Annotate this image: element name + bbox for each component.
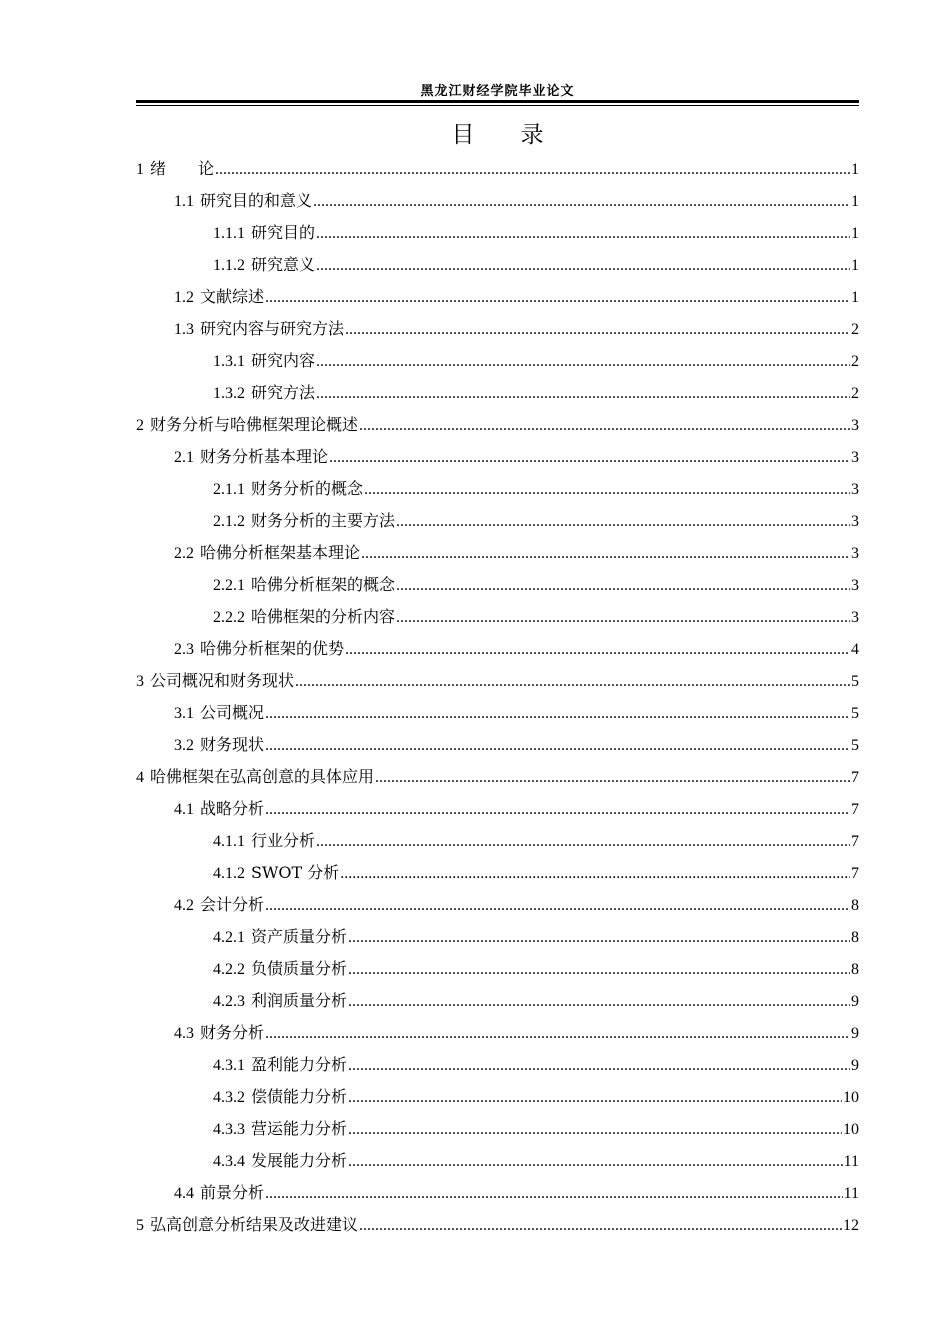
toc-entry-number: 4.1.2 <box>213 865 245 882</box>
toc-entry-label: 偿债能力分析 <box>251 1087 348 1106</box>
toc-entry[interactable] <box>136 985 859 1017</box>
toc-dot-leader <box>396 602 850 634</box>
toc-dot-leader <box>265 282 850 314</box>
toc-entry-page: 5 <box>851 673 859 690</box>
toc-dot-leader <box>375 762 850 794</box>
toc-entry[interactable] <box>136 953 859 985</box>
toc-entry-page: 9 <box>851 993 859 1010</box>
toc-entry[interactable] <box>136 217 859 249</box>
toc-entry-number: 5 <box>136 1217 144 1234</box>
toc-entry-page: 1 <box>851 225 859 242</box>
toc-entry-page: 3 <box>851 481 859 498</box>
toc-entry-number: 1.3.2 <box>213 385 245 402</box>
toc-entry-page: 12 <box>843 1217 859 1234</box>
toc-entry-page: 10 <box>843 1089 859 1106</box>
toc-dot-leader <box>348 1082 842 1114</box>
toc-entry-label: 弘高创意分析结果及改进建议 <box>150 1215 359 1234</box>
toc-dot-leader <box>316 378 850 410</box>
toc-entry[interactable] <box>136 281 859 313</box>
toc-entry-page: 7 <box>851 865 859 882</box>
toc-dot-leader <box>359 410 850 442</box>
toc-entry-number: 2.2.1 <box>213 577 245 594</box>
toc-entry-label: 研究意义 <box>251 255 316 274</box>
toc-entry[interactable] <box>136 1049 859 1081</box>
toc-entry-page: 3 <box>851 609 859 626</box>
toc-entry[interactable] <box>136 697 859 729</box>
toc-entry-page: 11 <box>843 1185 859 1202</box>
toc-entry[interactable] <box>136 601 859 633</box>
toc-entry-page: 10 <box>843 1121 859 1138</box>
toc-dot-leader <box>329 442 850 474</box>
toc-entry[interactable] <box>136 377 859 409</box>
toc-entry[interactable] <box>136 345 859 377</box>
toc-entry-number: 2.2.2 <box>213 609 245 626</box>
toc-entry[interactable] <box>136 185 859 217</box>
toc-entry-page: 2 <box>851 385 859 402</box>
toc-entry[interactable] <box>136 825 859 857</box>
toc-entry-label: 研究方法 <box>251 383 316 402</box>
toc-entry-number: 3.1 <box>174 705 194 722</box>
toc-entry-label: 文献综述 <box>200 287 265 306</box>
toc-entry-label: 哈佛分析框架基本理论 <box>200 543 361 562</box>
toc-entry-label: 财务分析 <box>200 1023 265 1042</box>
toc-dot-leader <box>265 1178 843 1210</box>
toc-entry[interactable] <box>136 1017 859 1049</box>
toc-entry[interactable] <box>136 1113 859 1145</box>
toc-entry-label: 研究内容与研究方法 <box>200 319 345 338</box>
toc-entry-label: 盈利能力分析 <box>251 1055 348 1074</box>
toc-entry-page: 5 <box>851 705 859 722</box>
toc-entry-label: 资产质量分析 <box>251 927 348 946</box>
toc-entry-number: 4.3.3 <box>213 1121 245 1138</box>
toc-entry[interactable] <box>136 921 859 953</box>
toc-dot-leader <box>348 986 850 1018</box>
toc-entry-page: 9 <box>851 1025 859 1042</box>
toc-entry-page: 7 <box>851 801 859 818</box>
toc-entry-page: 1 <box>851 161 859 178</box>
toc-title-char-2: 录 <box>520 122 544 148</box>
toc-entry[interactable] <box>136 761 859 793</box>
toc-dot-leader <box>345 634 850 666</box>
toc-entry-number: 3 <box>136 673 144 690</box>
toc-dot-leader <box>316 250 850 282</box>
toc-entry-page: 8 <box>851 897 859 914</box>
toc-dot-leader <box>265 730 850 762</box>
toc-dot-leader <box>359 1210 842 1242</box>
toc-entry-label: 财务分析的概念 <box>251 479 364 498</box>
toc-dot-leader <box>215 154 850 186</box>
toc-entry-number: 4.2 <box>174 897 194 914</box>
toc-dot-leader <box>364 474 850 506</box>
toc-entry-label: 财务分析基本理论 <box>200 447 329 466</box>
toc-entry-number: 4 <box>136 769 144 786</box>
toc-entry-number: 1.1 <box>174 193 194 210</box>
toc-entry-number: 1.3 <box>174 321 194 338</box>
toc-entry-label: 公司概况 <box>200 703 265 722</box>
toc-dot-leader <box>348 1114 842 1146</box>
header-rule-thick <box>136 100 859 103</box>
toc-entry-number: 4.4 <box>174 1185 194 1202</box>
toc-dot-leader <box>348 954 850 986</box>
toc-dot-leader <box>348 1146 843 1178</box>
toc-entry-page: 9 <box>851 1057 859 1074</box>
toc-entry-page: 1 <box>851 289 859 306</box>
toc-entry-label: 战略分析 <box>200 799 265 818</box>
toc-entry-number: 4.3 <box>174 1025 194 1042</box>
toc-entry-number: 1.1.2 <box>213 257 245 274</box>
toc-entry[interactable] <box>136 409 859 441</box>
toc-entry-number: 4.3.4 <box>213 1153 245 1170</box>
toc-entry-number: 2.1 <box>174 449 194 466</box>
toc-dot-leader <box>265 1018 850 1050</box>
toc-entry[interactable] <box>136 473 859 505</box>
toc-dot-leader <box>313 186 850 218</box>
toc-title-char-1: 目 <box>451 122 475 148</box>
toc-entry-page: 1 <box>851 193 859 210</box>
running-header: 黑龙江财经学院毕业论文 <box>420 84 575 99</box>
toc-dot-leader <box>345 314 850 346</box>
toc-dot-leader <box>316 218 850 250</box>
toc-entry[interactable] <box>136 537 859 569</box>
toc-entry-page: 3 <box>851 417 859 434</box>
toc-entry[interactable] <box>136 569 859 601</box>
toc-entry-number: 4.2.2 <box>213 961 245 978</box>
table-of-contents <box>136 153 859 1241</box>
toc-entry-number: 2.1.2 <box>213 513 245 530</box>
toc-entry-label: 发展能力分析 <box>251 1151 348 1170</box>
toc-entry[interactable] <box>136 857 859 889</box>
toc-entry-page: 1 <box>851 257 859 274</box>
toc-entry[interactable] <box>136 793 859 825</box>
toc-dot-leader <box>348 1050 850 1082</box>
toc-entry[interactable] <box>136 313 859 345</box>
toc-entry-label: 公司概况和财务现状 <box>150 671 295 690</box>
toc-entry[interactable] <box>136 1145 859 1177</box>
toc-entry-label: 研究目的 <box>251 223 316 242</box>
toc-entry-label: SWOT 分析 <box>251 863 340 882</box>
toc-entry-page: 7 <box>851 833 859 850</box>
toc-entry[interactable] <box>136 889 859 921</box>
toc-title <box>0 116 950 149</box>
toc-entry[interactable] <box>136 1209 859 1241</box>
toc-entry-number: 1.2 <box>174 289 194 306</box>
toc-entry[interactable] <box>136 1177 859 1209</box>
toc-dot-leader <box>396 506 850 538</box>
toc-entry-number: 4.1.1 <box>213 833 245 850</box>
toc-entry-number: 4.3.2 <box>213 1089 245 1106</box>
toc-entry-number: 1.1.1 <box>213 225 245 242</box>
toc-entry-number: 2.2 <box>174 545 194 562</box>
toc-dot-leader <box>265 794 850 826</box>
toc-entry-page: 4 <box>851 641 859 658</box>
toc-entry-page: 11 <box>843 1153 859 1170</box>
toc-entry-page: 2 <box>851 353 859 370</box>
toc-entry-page: 2 <box>851 321 859 338</box>
toc-entry-label: 研究目的和意义 <box>200 191 313 210</box>
toc-entry-number: 4.2.3 <box>213 993 245 1010</box>
toc-entry-label: 绪 论 <box>150 159 215 178</box>
toc-entry-page: 8 <box>851 961 859 978</box>
toc-entry-label: 研究内容 <box>251 351 316 370</box>
toc-entry[interactable] <box>136 633 859 665</box>
toc-entry-number: 1.3.1 <box>213 353 245 370</box>
toc-entry-number: 3.2 <box>174 737 194 754</box>
toc-dot-leader <box>316 346 850 378</box>
toc-entry[interactable] <box>136 153 859 185</box>
toc-entry-page: 5 <box>851 737 859 754</box>
toc-entry-label: 哈佛分析框架的概念 <box>251 575 396 594</box>
toc-dot-leader <box>340 858 850 890</box>
toc-entry-label: 哈佛框架在弘高创意的具体应用 <box>150 767 375 786</box>
toc-dot-leader <box>361 538 850 570</box>
toc-entry-number: 2.1.1 <box>213 481 245 498</box>
toc-dot-leader <box>316 826 850 858</box>
toc-entry-label: 会计分析 <box>200 895 265 914</box>
toc-entry-label: 行业分析 <box>251 831 316 850</box>
toc-entry-page: 3 <box>851 449 859 466</box>
toc-entry-label: 利润质量分析 <box>251 991 348 1010</box>
toc-entry-label: 财务现状 <box>200 735 265 754</box>
toc-dot-leader <box>265 890 850 922</box>
toc-entry-label: 前景分析 <box>200 1183 265 1202</box>
toc-entry-number: 4.3.1 <box>213 1057 245 1074</box>
toc-entry[interactable] <box>136 505 859 537</box>
toc-entry[interactable] <box>136 729 859 761</box>
toc-entry-number: 2 <box>136 417 144 434</box>
toc-entry[interactable] <box>136 441 859 473</box>
toc-dot-leader <box>396 570 850 602</box>
toc-entry-number: 2.3 <box>174 641 194 658</box>
toc-entry[interactable] <box>136 1081 859 1113</box>
toc-entry-label: 负债质量分析 <box>251 959 348 978</box>
toc-entry[interactable] <box>136 249 859 281</box>
toc-entry-page: 7 <box>851 769 859 786</box>
toc-entry-page: 3 <box>851 513 859 530</box>
toc-entry-page: 3 <box>851 577 859 594</box>
toc-entry-label: 哈佛分析框架的优势 <box>200 639 345 658</box>
toc-entry-label: 哈佛框架的分析内容 <box>251 607 396 626</box>
toc-entry[interactable] <box>136 665 859 697</box>
toc-entry-label: 营运能力分析 <box>251 1119 348 1138</box>
toc-entry-page: 8 <box>851 929 859 946</box>
toc-entry-label: 财务分析与哈佛框架理论概述 <box>150 415 359 434</box>
toc-dot-leader <box>295 666 850 698</box>
header-rule-thin <box>136 105 859 106</box>
toc-dot-leader <box>348 922 850 954</box>
toc-entry-number: 1 <box>136 161 144 178</box>
toc-entry-number: 4.2.1 <box>213 929 245 946</box>
toc-dot-leader <box>265 698 850 730</box>
toc-entry-number: 4.1 <box>174 801 194 818</box>
toc-entry-page: 3 <box>851 545 859 562</box>
toc-entry-label: 财务分析的主要方法 <box>251 511 396 530</box>
